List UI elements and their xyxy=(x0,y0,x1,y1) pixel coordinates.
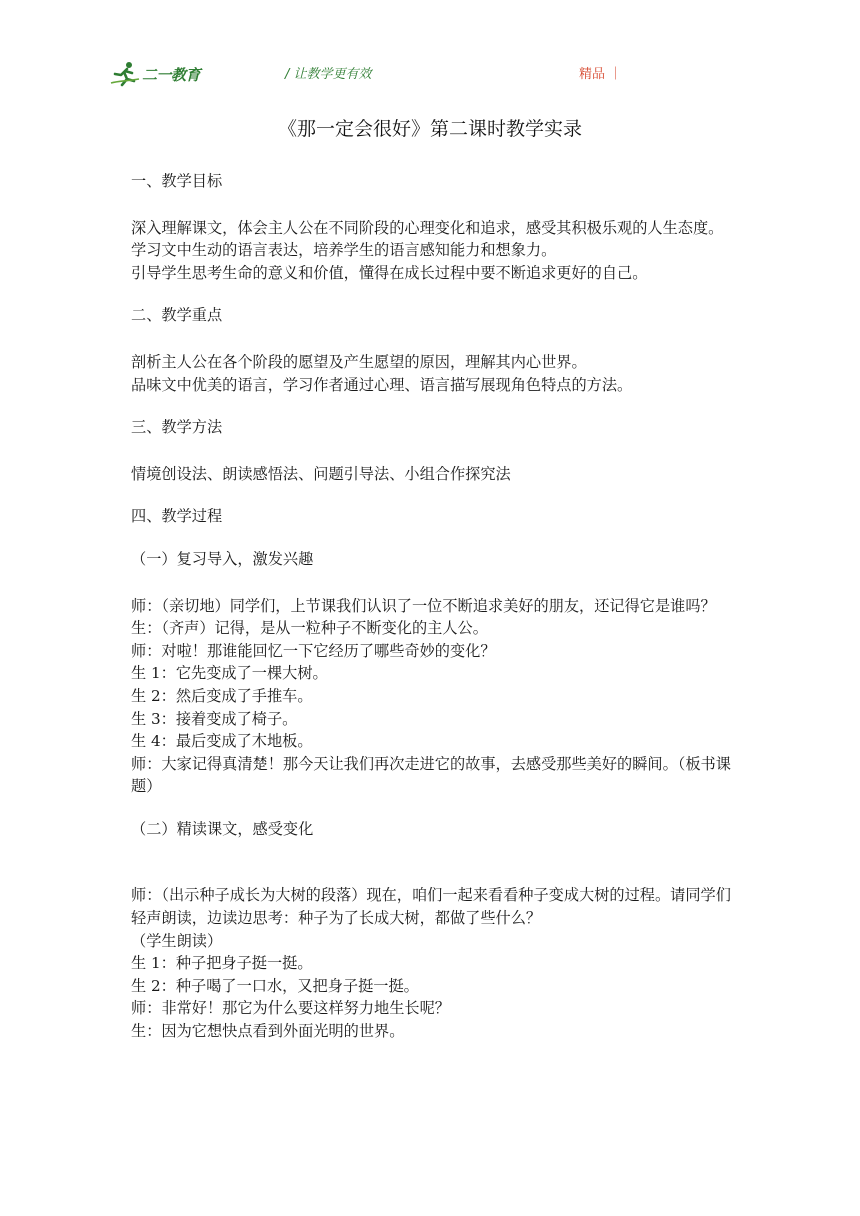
subsection-heading: （一）复习导入，激发兴趣 xyxy=(131,549,314,568)
dialogue-line: 生：（齐声）记得，是从一粒种子不断变化的主人公。 xyxy=(131,619,488,638)
paragraph: 深入理解课文，体会主人公在不同阶段的心理变化和追求，感受其积极乐观的人生态度。 xyxy=(131,218,724,237)
dialogue-line: 师：（出示种子成长为大树的段落）现在，咱们一起来看看种子变成大树的过程。请同学们轻声朗读，边读边思考：种子为了长成大树，都做了些什么？ xyxy=(131,886,731,928)
section-heading: 一、教学目标 xyxy=(131,172,223,190)
logo-text: 二一教育 xyxy=(142,65,201,84)
running-person-icon xyxy=(110,61,140,87)
paragraph: 引导学生思考生命的意义和价值，懂得在成长过程中要不断追求更好的自己。 xyxy=(131,263,648,282)
dialogue-line: 师：非常好！那它为什么要这样努力地生长呢？ xyxy=(131,999,450,1018)
dialogue-line: 生 4：最后变成了木地板。 xyxy=(131,732,313,751)
logo xyxy=(110,60,200,88)
section-heading: 四、教学过程 xyxy=(131,507,223,526)
dialogue-line: 生 3：接着变成了椅子。 xyxy=(131,709,298,728)
dialogue-line: 师：对啦！那谁能回忆一下它经历了哪些奇妙的变化？ xyxy=(131,641,496,660)
dialogue-line: 师：大家记得真清楚！那今天让我们再次走进它的故事，去感受那些美好的瞬间。（板书课题） xyxy=(131,754,731,796)
dialogue-line: 师：（亲切地）同学们，上节课我们认识了一位不断追求美好的朋友，还记得它是谁吗？ xyxy=(131,596,716,615)
dialogue-line: 生：因为它想快点看到外面光明的世界。 xyxy=(131,1022,405,1041)
document-body xyxy=(131,170,737,1043)
quality-badge: 精品 ｜ xyxy=(579,67,623,82)
header-slogan: / 让教学更有效 xyxy=(285,67,372,82)
paragraph: 学习文中生动的语言表达，培养学生的语言感知能力和想象力。 xyxy=(131,241,557,260)
page-title: 《那一定会很好》第二课时教学实录 xyxy=(277,118,582,140)
section-heading: 二、教学重点 xyxy=(131,306,223,325)
paragraph: 剖析主人公在各个阶段的愿望及产生愿望的原因，理解其内心世界。 xyxy=(131,352,587,371)
dialogue-line: 生 1：它先变成了一棵大树。 xyxy=(131,664,328,683)
section-heading: 三、教学方法 xyxy=(131,418,223,437)
dialogue-line: 生 2：种子喝了一口水，又把身子挺一挺。 xyxy=(131,976,419,995)
page-header xyxy=(0,0,860,100)
dialogue-line: 生 1：种子把身子挺一挺。 xyxy=(131,954,313,973)
dialogue-line: （学生朗读） xyxy=(131,931,223,950)
paragraph: 情境创设法、朗读感悟法、问题引导法、小组合作探究法 xyxy=(131,464,511,483)
subsection-heading: （二）精读课文，感受变化 xyxy=(131,819,314,838)
paragraph: 品味文中优美的语言，学习作者通过心理、语言描写展现角色特点的方法。 xyxy=(131,375,633,394)
dialogue-line: 生 2：然后变成了手推车。 xyxy=(131,686,313,705)
